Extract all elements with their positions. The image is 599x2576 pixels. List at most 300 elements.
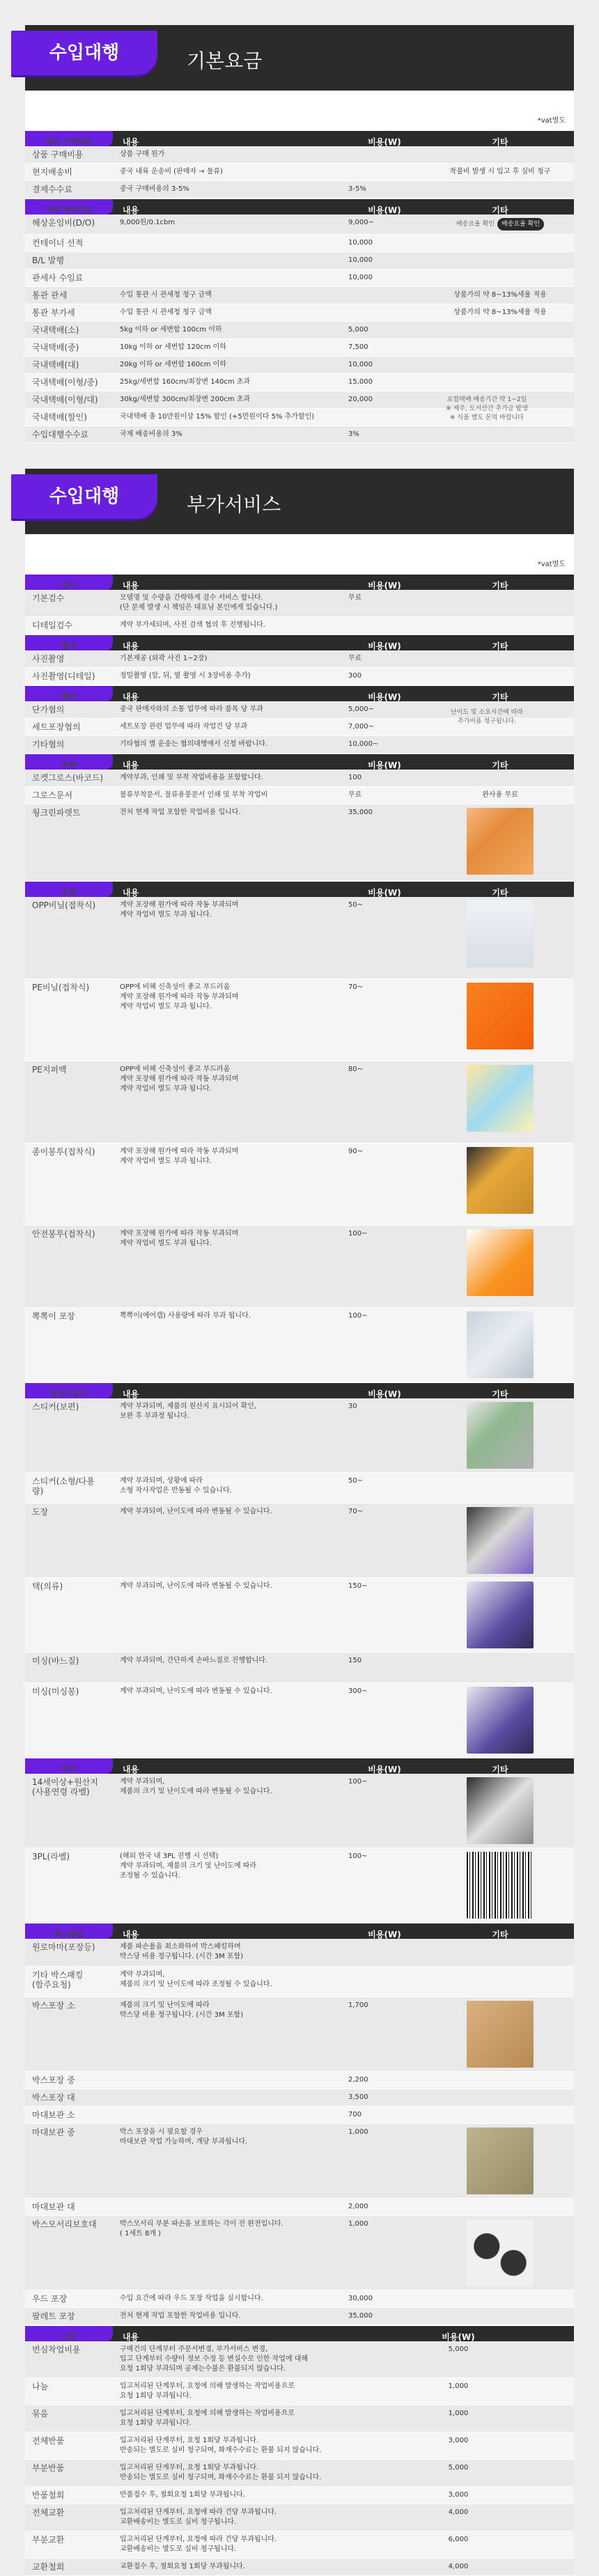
row-etc: 완사용 무료 xyxy=(482,791,518,799)
section-tag: 국제 배송비용 xyxy=(25,199,113,214)
row-cost xyxy=(343,287,426,304)
col-content-header: 내용 xyxy=(123,641,139,651)
row-cost: 100~ xyxy=(348,1852,368,1860)
product-photo xyxy=(467,1852,534,1919)
col-content-header: 내용 xyxy=(123,692,139,702)
row-cost: 100~ xyxy=(348,1312,368,1320)
col-etc-header: 기타 xyxy=(492,641,508,651)
row-etc xyxy=(426,736,574,753)
row-etc xyxy=(426,1473,574,1503)
section-header xyxy=(25,635,574,650)
section-packing xyxy=(25,881,574,1382)
table-row xyxy=(25,1226,574,1308)
row-desc: 입고처리된 단계부터, 요청 1회당 부과됩니다. 반송되는 별도로 실비 청구되며, 화재수수료는 환불 되지 않습니다. xyxy=(120,2437,322,2454)
section-tag: 협의 xyxy=(25,686,113,701)
row-desc: 국제 배송비용의 3% xyxy=(120,430,182,438)
row-cost: 무료 xyxy=(348,791,362,799)
section-intl-shipping xyxy=(25,198,574,444)
table-row xyxy=(25,181,574,198)
row-name: 전체반품 xyxy=(32,2436,65,2446)
row-cost: 5,000 xyxy=(348,326,368,334)
row-cost: 700 xyxy=(348,2111,362,2118)
table-row xyxy=(25,787,574,804)
row-etc xyxy=(426,339,574,356)
row-etc xyxy=(426,1683,574,1757)
col-content-header: 내용 xyxy=(123,1389,139,1399)
row-desc: 전처 현재 작업 포함한 작업비용 입니다. xyxy=(120,809,241,816)
row-desc: 정밀촬영 (앞, 뒤, 옆 촬영 시 3장비용 추가) xyxy=(120,672,251,680)
row-cost: 1,000 xyxy=(348,2220,368,2228)
row-desc: 기타협의 별 운송는 협의대행에서 신청 바랍니다. xyxy=(120,740,268,748)
row-etc: 상품가의 약 8~13%세율 적용 xyxy=(453,291,547,299)
row-desc xyxy=(113,2199,343,2215)
row-etc xyxy=(426,214,574,234)
banner-extra xyxy=(25,469,574,534)
row-desc: 교환접수 후, 철회요청 1회당 부과됩니다. xyxy=(120,2563,245,2570)
row-etc xyxy=(426,374,574,391)
row-name: 박스포장 대 xyxy=(32,2093,75,2102)
table-row xyxy=(25,897,574,979)
col-cost-header: 비용(W) xyxy=(368,137,401,147)
table-row xyxy=(25,2531,574,2559)
rows xyxy=(25,590,574,634)
col-cost-header: 비용(W) xyxy=(368,1765,401,1774)
row-name: 전체교환 xyxy=(32,2508,65,2518)
row-name: 반품철회 xyxy=(32,2490,65,2500)
table-row xyxy=(25,979,574,1061)
section-note: 난이도 및 소요시간에 따라 추가비용 청구됩니다. xyxy=(450,709,524,725)
row-cost: 3% xyxy=(348,430,359,438)
row-cost: 35,000 xyxy=(348,2312,373,2320)
row-cost: 150 xyxy=(348,1657,362,1664)
row-desc xyxy=(113,270,343,286)
row-desc: 입고처리된 단계부터, 요청 1회당 부과됩니다. 반송되는 별도로 실비 청구되며, 화재수수료는 환불 되지 않습니다. xyxy=(120,2464,322,2481)
row-name: 마대보관 대 xyxy=(32,2202,75,2212)
row-cost: 5,000 xyxy=(448,2345,469,2353)
extra-service-panel xyxy=(25,469,574,2576)
product-photo xyxy=(467,2219,534,2286)
row-etc xyxy=(426,357,574,373)
row-etc xyxy=(426,2308,574,2325)
row-desc: 25kg/세변합 160cm/최장변 140cm 초과 xyxy=(120,378,251,386)
rows xyxy=(25,770,574,881)
row-cost: 70~ xyxy=(348,983,364,991)
col-etc-header: 기타 xyxy=(492,888,508,898)
row-desc: 구매건의 단계부터 주문서변경, 부가서비스 변경, 입고 단계부터 수량이 정보 수정 등 변실수로 인한 작업에 대해 요청 1회당 부과되며 공제는수불은 환불되지 않습니다. xyxy=(120,2345,309,2373)
row-name: 통관 부가세 xyxy=(32,308,75,318)
col-etc-header: 기타 xyxy=(492,1389,508,1399)
row-cost: 30 xyxy=(348,1403,357,1410)
row-desc: 30kg/세변합 300cm/최장변 200cm 초과 xyxy=(120,396,251,403)
row-etc xyxy=(426,897,574,978)
table-row xyxy=(25,374,574,391)
row-cost: 15,000 xyxy=(348,378,373,386)
row-cost: 100~ xyxy=(348,1230,368,1238)
row-etc xyxy=(426,1061,574,1143)
row-desc: (해외 한국 내 3PL 진행 시 선택) 계약 부과되며, 제품의 크기 및 난이도에 따라 조정될 수 있습니다. xyxy=(120,1852,257,1880)
rows xyxy=(25,897,574,1382)
section-header xyxy=(25,754,574,770)
row-cost: 1,000 xyxy=(348,2128,368,2136)
row-cost: 1,000 xyxy=(448,2410,469,2417)
row-desc: 계약 부과되며, 제품의 크기 및 난이도에 따라 변동될 수 있습니다. xyxy=(120,1778,272,1795)
row-desc: 계약 부과되며, 난이도에 따라 변동될 수 있습니다. xyxy=(120,1687,272,1695)
row-desc: 기본제공 (외곽 사진 1~2장) xyxy=(120,655,208,662)
row-etc xyxy=(426,617,574,634)
row-name: 박스모서리보호대 xyxy=(32,2219,97,2229)
row-name: 상품 구매비용 xyxy=(32,150,84,159)
section-origin-label xyxy=(25,1382,574,1758)
col-content-header: 내용 xyxy=(123,888,139,898)
section-note: 로컬택배 배송기간 약 1~2일 ※ 제주, 도서산간 추가금 발생 ※ 식품 별도 문의 바랍니다 xyxy=(446,396,528,421)
row-desc: 계약 포장해 원가에 따라 작동 부과되며 계약 작업비 별도 부과 됩니다. xyxy=(120,1230,239,1247)
section-tag: 검수 xyxy=(25,575,113,590)
section-photo xyxy=(25,634,574,685)
col-content-header: 내용 xyxy=(123,581,139,591)
row-name: 국내택배(이형/중) xyxy=(32,377,98,387)
table-row xyxy=(25,1774,574,1848)
product-photo xyxy=(467,1687,534,1754)
row-etc xyxy=(426,1578,574,1652)
row-cost: 10,000 xyxy=(348,361,373,368)
section-tag: 촬영 xyxy=(25,635,113,650)
row-name: 관세사 수임료 xyxy=(32,273,84,283)
row-name: 기타 박스패킹 (합주요청) xyxy=(32,1970,84,1990)
col-content-header: 내용 xyxy=(123,137,139,147)
row-name: 마대보관 중 xyxy=(32,2128,75,2137)
row-desc: 입고처리된 단계부터, 요청에 따라 건당 부과됩니다. 교환배송비는 별도로 실비 청구됩니다. xyxy=(120,2508,277,2526)
section-header xyxy=(25,2326,574,2341)
rows xyxy=(25,146,574,198)
row-desc: 입고처리된 단계부터, 요청에 따라 건당 부과됩니다. 교환배송비는 별도로 실비 청구됩니다. xyxy=(120,2536,277,2553)
col-etc-header: 기타 xyxy=(492,692,508,702)
table-row xyxy=(25,322,574,339)
row-name: 세트포장협의 xyxy=(32,722,81,732)
row-name: 기타협의 xyxy=(32,740,65,749)
row-desc: 수입 요건에 따라 우드 포장 작업을 실시합니다. xyxy=(120,2295,263,2302)
table-row xyxy=(25,1473,574,1504)
col-cost-header: 비용(W) xyxy=(368,205,401,215)
col-cost-header: 비용(W) xyxy=(368,1389,401,1399)
row-etc xyxy=(426,1398,574,1472)
row-name: 디테일검수 xyxy=(32,620,72,630)
table-row xyxy=(25,2378,574,2405)
row-cost xyxy=(343,1939,426,1966)
rate-check-button[interactable]: 배송요율 확인 xyxy=(497,218,544,231)
col-cost-header: 비용(W) xyxy=(368,760,401,770)
row-etc xyxy=(426,2089,574,2106)
row-desc: 물류부착문서, 물류용봉문서 인쇄 및 부착 작업비 xyxy=(120,791,268,799)
row-desc: 계약 부과되며, 제품의 원산지 표시되어 확인, 보완 후 부과정 됩니다. xyxy=(120,1403,257,1420)
col-cost-header: 비용(W) xyxy=(368,888,401,898)
section-inspection xyxy=(25,574,574,634)
row-desc: 박스모서리 부분 파손을 보호하는 각이 진 완전입니다. ( 1세트 8개 ) xyxy=(120,2220,283,2238)
row-cost: 70~ xyxy=(348,1508,364,1515)
row-etc xyxy=(426,1653,574,1683)
row-desc: 국내택배 총 10만원이상 15% 할인 (+5만원이다 5% 추가할인) xyxy=(120,413,315,421)
row-desc: 20kg 이하 or 세변합 160cm 이하 xyxy=(120,361,226,368)
table-row xyxy=(25,2290,574,2308)
table-row xyxy=(25,1653,574,1683)
row-desc xyxy=(113,252,343,269)
row-cost: 10,000 xyxy=(348,239,373,247)
row-name: 묶음 xyxy=(32,2409,49,2419)
section-tag: 원산지표기 xyxy=(25,1383,113,1398)
row-etc xyxy=(426,1143,574,1225)
row-desc: 계약부과, 인쇄 및 부착 작업비용을 포함합니다. xyxy=(120,774,263,781)
row-name: 박스포장 중 xyxy=(32,2075,75,2085)
row-desc: 뽁뽁이(에어캡) 사용량에 따라 부과 됩니다. xyxy=(120,1312,251,1320)
table-row xyxy=(25,1504,574,1578)
section-tag: 포장 xyxy=(25,882,113,897)
rows xyxy=(25,650,574,685)
table-row xyxy=(25,1578,574,1653)
table-row xyxy=(25,668,574,685)
row-cost: 2,000 xyxy=(348,2203,368,2210)
col-content-header: 내용 xyxy=(123,2332,139,2342)
row-name: 컨테이너 선적 xyxy=(32,238,84,248)
col-etc-header: 기타 xyxy=(492,137,508,147)
product-photo xyxy=(467,1229,534,1296)
table-row xyxy=(25,1398,574,1473)
row-desc: OPP에 비해 신축성이 좋고 부드러움 계약 포장해 원가에 따라 작동 부과되며 계약 작업비 별도 부과 됩니다. xyxy=(120,983,239,1010)
row-etc xyxy=(426,650,574,667)
row-name: 국내택배(이형/대) xyxy=(32,395,98,405)
row-name: 사진촬영 xyxy=(32,654,65,664)
banner-title: 기본요금 xyxy=(187,49,263,72)
row-desc: 계약 부과되며, 난이도에 따라 변동될 수 있습니다. xyxy=(120,1508,272,1515)
row-name: 택(의류) xyxy=(32,1582,63,1591)
row-cost: 20,000 xyxy=(348,396,373,403)
row-desc: 입고처리된 단계부터, 요청에 의해 발생하는 작업비용으로 요청 1회당 부과됩니다. xyxy=(120,2410,295,2427)
row-name: 교환철회 xyxy=(32,2562,65,2572)
col-etc-header: 기타 xyxy=(492,205,508,215)
row-etc xyxy=(426,1774,574,1848)
table-row xyxy=(25,164,574,181)
section-china-purchase xyxy=(25,130,574,198)
col-cost-header: 비용(W) xyxy=(442,2332,475,2342)
row-cost xyxy=(343,617,426,634)
row-etc xyxy=(426,2199,574,2215)
row-etc xyxy=(426,590,574,616)
row-name: 현지배송비 xyxy=(32,167,72,177)
product-photo xyxy=(467,900,534,967)
table-row xyxy=(25,339,574,357)
section-attach-rocket xyxy=(25,754,574,881)
row-name: 웡크린파렛트 xyxy=(32,808,81,818)
row-cost: 30,000 xyxy=(348,2295,373,2302)
row-desc: 계약 부가세되며, 사전 검색 협의 후 진행됩니다. xyxy=(120,621,265,629)
product-photo xyxy=(467,1065,534,1132)
row-cost xyxy=(343,409,426,426)
row-desc: 계약 부과되며, 간단하게 손바느질로 진행합니다. xyxy=(120,1657,268,1664)
row-cost: 1,700 xyxy=(348,2001,368,2009)
product-photo xyxy=(467,1402,534,1469)
row-cost: 10,000~ xyxy=(348,740,379,748)
row-etc xyxy=(426,1997,574,2071)
row-cost xyxy=(343,146,426,163)
col-cost-header: 비용(W) xyxy=(368,581,401,591)
row-etc xyxy=(426,770,574,786)
table-row xyxy=(25,252,574,270)
banner-tag: 수입대행 xyxy=(11,31,157,75)
row-name: B/L 발행 xyxy=(32,256,64,265)
row-cost: 3,000 xyxy=(448,2491,469,2499)
row-cost xyxy=(343,164,426,180)
row-etc: 상품가의 약 8~13%세율 적용 xyxy=(453,309,547,316)
vat-note: *vat별도 xyxy=(537,117,566,125)
section-tag: 박스패킹 xyxy=(25,1923,113,1939)
row-cost: 10,000 xyxy=(348,256,373,264)
row-cost xyxy=(343,304,426,321)
section-request xyxy=(25,2325,574,2576)
row-cost: 50~ xyxy=(348,901,364,909)
row-etc xyxy=(426,1848,574,1922)
rows xyxy=(25,1774,574,1923)
section-header xyxy=(25,199,574,214)
col-content-header: 내용 xyxy=(123,205,139,215)
section-header xyxy=(25,686,574,701)
product-photo xyxy=(467,2001,534,2068)
row-desc: 계약 부과되며, 제품의 크기 및 난이도에 따라 조정될 수 있습니다. xyxy=(120,1971,272,1988)
row-name: 단가협의 xyxy=(32,705,65,715)
row-name: PE지퍼백 xyxy=(32,1065,67,1075)
table-row xyxy=(25,426,574,444)
table-row xyxy=(25,590,574,617)
rows xyxy=(25,1398,574,1758)
row-cost: 35,000 xyxy=(348,809,373,816)
row-etc xyxy=(426,1226,574,1307)
col-etc-header: 기타 xyxy=(492,1765,508,1774)
row-desc: OPP에 비해 신축성이 좋고 부드러움 계약 포장해 원가에 따라 작동 부과되며 계약 작업비 별도 부과 됩니다. xyxy=(120,1065,239,1093)
row-etc xyxy=(426,252,574,269)
table-row xyxy=(25,2216,574,2290)
row-etc xyxy=(426,2290,574,2307)
table-row xyxy=(25,650,574,668)
rows xyxy=(25,1939,574,2325)
row-etc xyxy=(426,181,574,198)
section-header xyxy=(25,1383,574,1398)
table-row xyxy=(25,2199,574,2216)
row-name: 스티커(보편) xyxy=(32,1402,79,1412)
table-row xyxy=(25,2107,574,2124)
row-desc xyxy=(113,2107,343,2123)
col-content-header: 내용 xyxy=(123,760,139,770)
row-name: 수입대행수수료 xyxy=(32,430,89,439)
row-etc xyxy=(426,979,574,1061)
row-name: 우드 포장 xyxy=(32,2294,68,2304)
table-row xyxy=(25,1143,574,1226)
row-etc xyxy=(426,2124,574,2198)
row-cost: 50~ xyxy=(348,1477,364,1485)
row-name: 팔레트 포장 xyxy=(32,2311,75,2321)
section-tag: 추방 xyxy=(25,754,113,770)
row-desc: 박스 포장을 시 필요할 경우 마대보관 작업 가능하며, 개당 부과됩니다. xyxy=(120,2128,248,2146)
row-cost: 300 xyxy=(348,672,362,680)
row-desc xyxy=(113,2072,343,2089)
row-name: 국내택배(중) xyxy=(32,343,79,352)
row-name: 그로스문서 xyxy=(32,790,72,800)
product-photo xyxy=(467,1507,534,1574)
rows xyxy=(25,2341,574,2576)
row-cost: 2,200 xyxy=(348,2076,368,2084)
row-cost: 3-5% xyxy=(348,185,366,193)
row-cost: 10,000 xyxy=(348,274,373,281)
row-cost: 무료 xyxy=(348,655,362,662)
col-etc-header: 기타 xyxy=(492,581,508,591)
row-cost xyxy=(343,1967,426,1997)
table-row xyxy=(25,2341,574,2378)
row-name: 결제수수료 xyxy=(32,185,72,194)
table-row xyxy=(25,1308,574,1382)
row-etc xyxy=(426,2216,574,2290)
row-name: 국내택배(할인) xyxy=(32,412,87,422)
banner-basic xyxy=(25,25,574,91)
table-row xyxy=(25,1939,574,1967)
table-row xyxy=(25,2487,574,2504)
row-desc: 계약 부과되며, 상황에 따라 소형 작사작업은 반동될 수 있습니다. xyxy=(120,1477,232,1494)
table-row xyxy=(25,287,574,304)
product-photo xyxy=(467,1311,534,1378)
section-attach xyxy=(25,1758,574,1923)
table-row xyxy=(25,1967,574,1997)
row-name: 로켓그로스(바코드) xyxy=(32,773,104,783)
section-header xyxy=(25,1923,574,1939)
product-photo xyxy=(467,1147,534,1214)
section-header xyxy=(25,131,574,146)
product-photo xyxy=(467,983,534,1049)
row-name: 해상운임비(D/O) xyxy=(32,218,95,228)
col-cost-header: 비용(W) xyxy=(368,1930,401,1939)
row-desc: 제품 파손율을 최소화하여 박스패킹하며 박스당 비용 청구됩니다. (시간 3M 포함) xyxy=(120,1943,244,1960)
row-name: 사진촬영(디테일) xyxy=(32,671,95,681)
row-name: 뽁뽁이 포장 xyxy=(32,1311,75,1321)
table-row xyxy=(25,270,574,287)
row-cost: 5,000~ xyxy=(348,705,375,713)
table-row xyxy=(25,2460,574,2487)
row-name: 부분반품 xyxy=(32,2463,65,2473)
product-photo xyxy=(467,808,534,875)
row-etc xyxy=(426,426,574,443)
rate-label: 배송요율 확인 xyxy=(456,221,495,228)
row-desc: 모델명 및 수량을 간략하게 검수 서비스 합니다. (단 문제 발생 시 책임은 대표님 본인에게 있습니다.) xyxy=(120,594,278,611)
row-name: 미싱(바느질) xyxy=(32,1656,79,1666)
section-header xyxy=(25,1758,574,1774)
row-desc: 세트포장 관련 업무에 따라 작업건 당 부과 xyxy=(120,723,248,731)
col-content-header: 내용 xyxy=(123,1765,139,1774)
section-box-packing xyxy=(25,1923,574,2325)
row-etc xyxy=(426,2107,574,2123)
col-cost-header: 비용(W) xyxy=(368,641,401,651)
table-row xyxy=(25,2433,574,2460)
row-name: 부분교환 xyxy=(32,2535,65,2545)
section-tag: 중국 구매비용 xyxy=(25,131,113,146)
col-content-header: 내용 xyxy=(123,1930,139,1939)
table-row xyxy=(25,770,574,787)
row-desc: 수입 통관 시 관세청 청구 금액 xyxy=(120,291,212,299)
product-photo xyxy=(467,1777,534,1844)
product-photo xyxy=(467,1582,534,1648)
row-desc: 9,000원/0.1cbm xyxy=(120,219,176,226)
section-header xyxy=(25,575,574,590)
row-name: 도장 xyxy=(32,1507,49,1517)
row-name: 통관 관세 xyxy=(32,290,68,300)
row-cost: 80~ xyxy=(348,1065,364,1073)
section-tag: 요청 xyxy=(25,2326,113,2341)
table-row xyxy=(25,736,574,754)
section-negotiation xyxy=(25,685,574,754)
table-row xyxy=(25,2308,574,2325)
